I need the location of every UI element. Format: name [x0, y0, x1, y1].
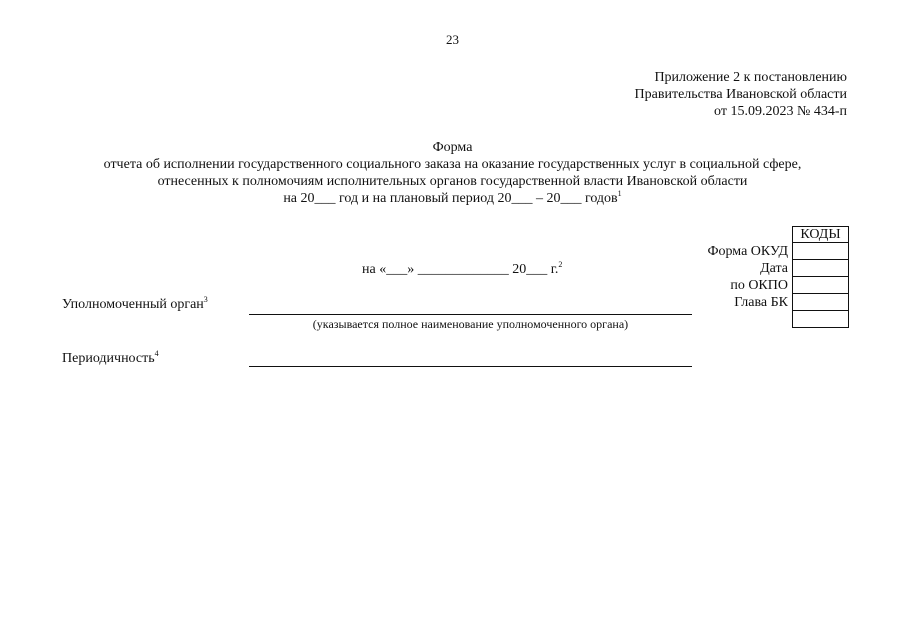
title-line-3-text: на 20___ год и на плановый период 20___ – 20___ годов	[283, 191, 618, 206]
footnote-ref-4: 4	[154, 349, 159, 358]
appendix-line-3: от 15.09.2023 № 434-п	[714, 104, 847, 119]
page-number: 23	[446, 32, 459, 47]
label-okpo: по ОКПО	[730, 278, 788, 293]
periodicity-label-wrap	[62, 351, 159, 367]
code-cell-empty	[792, 311, 849, 328]
appendix-line-1: Приложение 2 к постановлению	[654, 70, 847, 85]
authority-field-line[interactable]	[249, 314, 692, 315]
title-line-3	[0, 191, 905, 207]
footnote-ref-1: 1	[617, 189, 622, 198]
report-date-text: на «___» _____________ 20___ г.	[362, 262, 559, 277]
footnote-ref-3: 3	[203, 295, 208, 304]
code-cell-okpo	[792, 277, 849, 294]
code-cell-date	[792, 260, 849, 277]
authority-label-wrap	[62, 297, 208, 313]
code-cell-glava-bk	[792, 294, 849, 311]
code-cell-okud	[792, 243, 849, 260]
title-line-1: отчета об исполнении государственного социального заказа на оказание государственных услуг в социальной сфере,	[103, 157, 802, 172]
periodicity-field-line[interactable]	[249, 366, 692, 367]
form-heading: Форма	[432, 140, 473, 155]
label-forma-okud: Форма ОКУД	[707, 244, 788, 259]
label-date: Дата	[760, 261, 788, 276]
label-glava-bk: Глава БК	[734, 295, 788, 310]
footnote-ref-2: 2	[558, 260, 563, 269]
periodicity-label: Периодичность	[62, 351, 155, 366]
codes-header: КОДЫ	[792, 226, 849, 243]
authority-caption: (указывается полное наименование уполномоченного органа)	[312, 317, 629, 331]
codes-table	[792, 226, 849, 328]
report-date-line	[362, 262, 562, 278]
authority-label: Уполномоченный орган	[62, 297, 204, 312]
appendix-line-2: Правительства Ивановской области	[634, 87, 847, 102]
title-line-2: отнесенных к полномочиям исполнительных органов государственной власти Ивановской области	[157, 174, 748, 189]
